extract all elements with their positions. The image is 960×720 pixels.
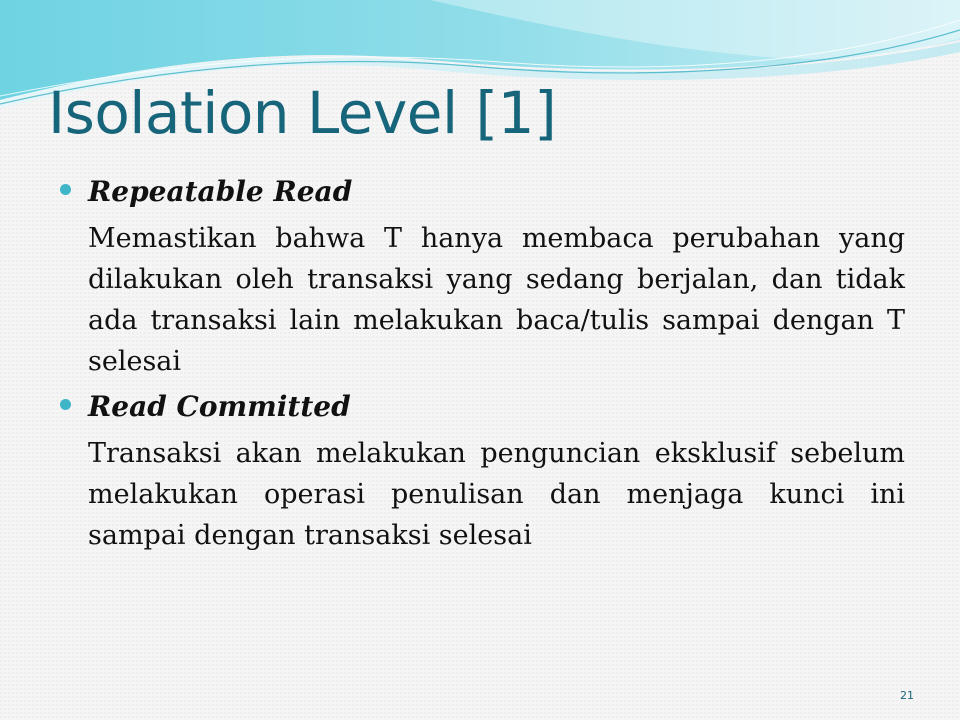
bullet-description: Transaksi akan melakukan penguncian eksklusif sebelum melakukan operasi penulisan dan menjaga kunci ini sampai dengan transaksi selesai [88,438,905,551]
bullet-description: Memastikan bahwa T hanya membaca perubahan yang dilakukan oleh transaksi yang sedang berjalan, dan tidak ada transaksi lain melakukan baca/tulis sampai dengan T selesai [88,223,905,377]
slide-content [60,172,905,556]
page-number: 21 [900,689,914,702]
bullet-item-read-committed [60,387,905,427]
bullet-heading: Read Committed [88,390,351,423]
bullet-item-repeatable-read [60,172,905,212]
bullet-heading: Repeatable Read [88,175,353,208]
slide-title: Isolation Level [1] [48,79,557,147]
bullet-dot-icon [60,184,71,195]
bullet-dot-icon [60,399,71,410]
